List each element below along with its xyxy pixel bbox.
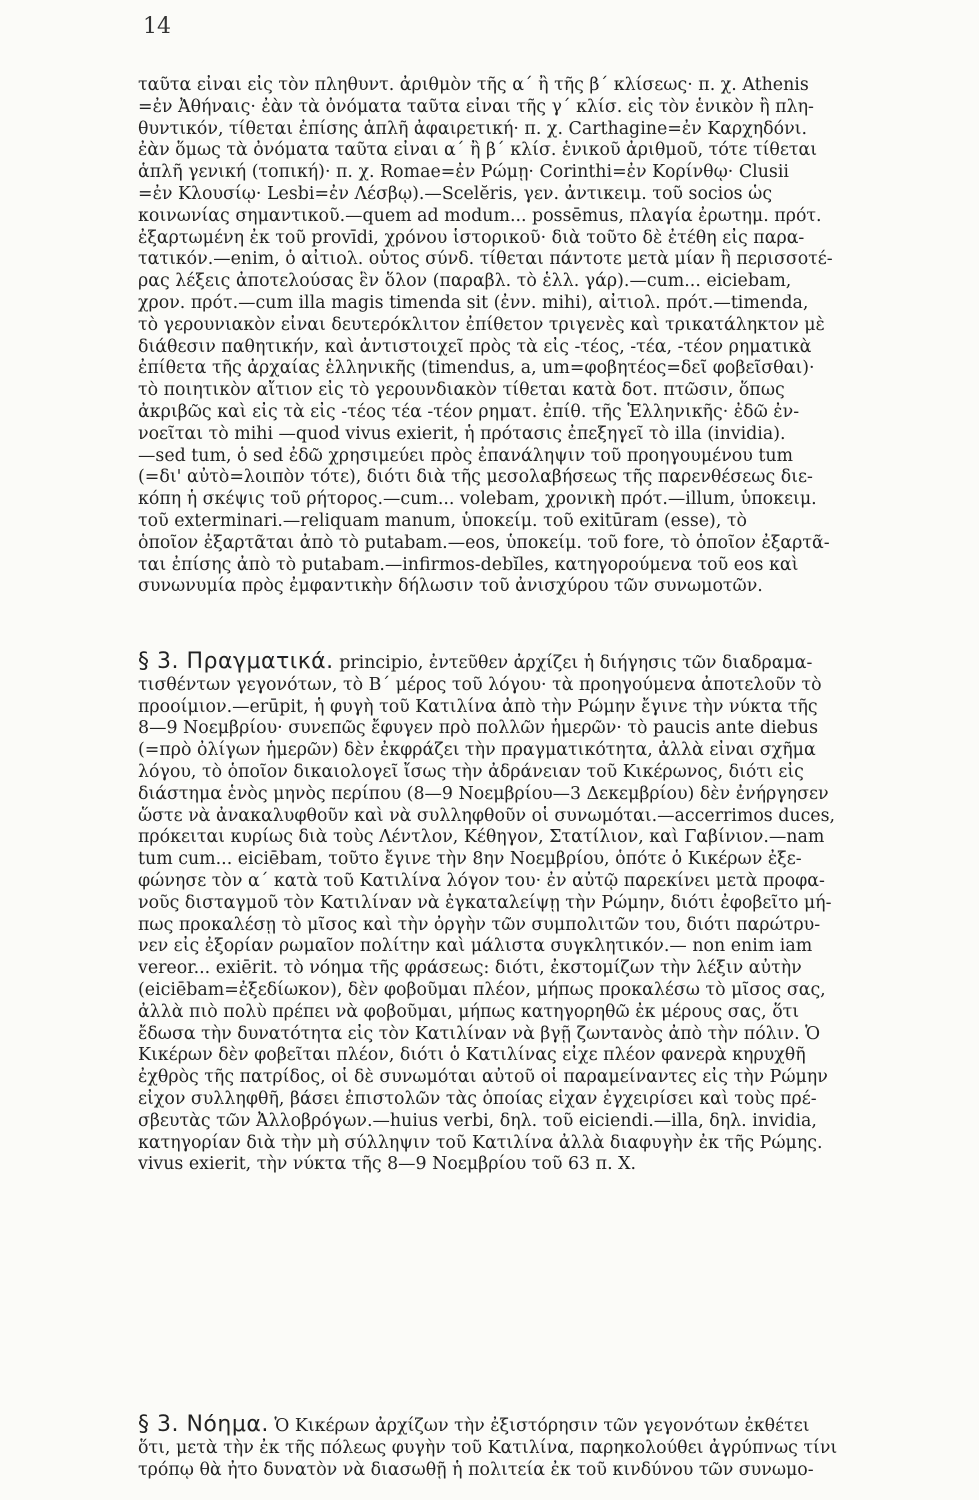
text-line: προοίμιον.—erūpit, ἡ φυγὴ τοῦ Κατιλίνα ἀπὸ τὴν Ρώμην ἔγινε τὴν νύκτα τῆς — [138, 696, 818, 717]
section-first-line — [138, 651, 976, 675]
text-line: κατηγορίαν διὰ τὴν μὴ σύλληψιν τοῦ Κατιλίνα ἀλλὰ διαφυγὴν ἐκ τῆς Ρώμης. — [138, 1132, 823, 1153]
text-line: Κικέρων δὲν φοβεῖται πλέον, διότι ὁ Κατιλίνας εἶχε πλέον φανερὰ κηρυχθῆ — [138, 1045, 806, 1066]
text-line: χρον. πρότ.—cum illa magis timenda sit (ἐνν. mihi), αἰτιολ. πρότ.—timenda, — [138, 292, 809, 313]
text-line: τατικόν.—enim, ὁ αἰτιολ. οὗτος σύνδ. τίθεται πάντοτε μετὰ μίαν ἢ περισσοτέ- — [138, 249, 833, 270]
section-heading: § 3. Νόημα. — [138, 1414, 269, 1437]
section-heading: § 3. Πραγματικά. — [138, 651, 334, 674]
text-line: =ἐν Κλουσίῳ· Lesbi=ἐν Λέσβῳ).—Scelĕris, γεν. ἀντικειμ. τοῦ socios ὡς — [138, 183, 773, 204]
section-realia — [138, 651, 976, 1176]
text-line-start: Ὁ Κικέρων ἀρχίζων τὴν ἐξιστόρησιν τῶν γεγονότων ἐκθέτει — [274, 1416, 810, 1436]
text-line: 8—9 Νοεμβρίου· συνεπῶς ἔφυγεν πρὸ πολλῶν ἡμερῶν· τὸ paucis ante diebus — [138, 718, 819, 739]
text-line: —sed tum, ὁ sed ἐδῶ χρησιμεύει πρὸς ἐπανάληψιν τοῦ προηγουμένου tum — [138, 445, 794, 466]
text-line: τρόπῳ θὰ ἦτο δυνατὸν νὰ διασωθῇ ἡ πολιτεία ἐκ τοῦ κινδύνου τῶν συνωμο- — [138, 1459, 814, 1480]
text-line: ταῦτα εἶναι εἰς τὸν πληθυντ. ἀριθμὸν τῆς α΄ ἢ τῆς β΄ κλίσεως· π. χ. Athenis — [138, 75, 809, 95]
text-line: ἐπίθετα τῆς ἀρχαίας ἑλληνικῆς (timendus, a, um=φοβητέος=δεῖ φοβεῖσθαι)· — [138, 358, 815, 379]
section-first-line — [138, 1414, 976, 1438]
text-line: ται ἐπίσης ἀπὸ τὸ putabam.—infirmos-debĭles, κατηγορούμενα τοῦ eos καὶ — [138, 554, 799, 575]
text-line: σβευτὰς τῶν Ἀλλοβρόγων.—huius verbi, δηλ. τοῦ eiciendi.—illa, δηλ. invidia, — [138, 1110, 817, 1131]
commentary-paragraph — [138, 75, 976, 598]
text-line: τοῦ exterminari.—reliquam manum, ὑποκείμ. τοῦ exitūram (esse), τὸ — [138, 510, 747, 531]
text-line: νοεῖται τὸ mihi —quod vivus exierit, ἡ πρότασις ἐπεξηγεῖ τὸ illa (invidia). — [138, 423, 786, 444]
text-line: πρόκειται κυρίως διὰ τοὺς Λέντλον, Κέθηγον, Στατίλιον, καὶ Γαβίνιον.—nam — [138, 827, 825, 848]
text-line: κόπη ἡ σκέψις τοῦ ρήτορος.—cum... volebam, χρονικὴ πρότ.—illum, ὑποκειμ. — [138, 489, 817, 510]
text-line: ἐχθρὸς τῆς πατρίδος, οἱ δὲ συνωμόται αὐτοῦ οἱ παραμείναντες εἰς τὴν Ρώμην — [138, 1067, 828, 1088]
text-line: θυντικόν, τίθεται ἐπίσης ἁπλῆ ἀφαιρετική· π. χ. Carthagine=ἐν Καρχηδόνι. — [138, 118, 808, 139]
page-number: 14 — [143, 14, 171, 39]
text-line: λόγου, τὸ ὁποῖον δικαιολογεῖ ἴσως τὴν ἀδράνειαν τοῦ Κικέρωνος, διότι εἰς — [138, 761, 804, 782]
text-line: κοινωνίας σημαντικοῦ.—quem ad modum... possēmus, πλαγία ἐρωτημ. πρότ. — [138, 205, 822, 226]
text-line: vivus exierit, τὴν νύκτα τῆς 8—9 Νοεμβρίου τοῦ 63 π. Χ. — [138, 1154, 637, 1175]
text-line-start: principio, ἐντεῦθεν ἀρχίζει ἡ διήγησις τῶν διαδραμα- — [339, 653, 813, 673]
text-line: ἀλλὰ πιὸ πολὺ πρέπει νὰ φοβοῦμαι, μήπως κατηγορηθῶ ἐκ μέρους σας, ὅτι — [138, 1001, 800, 1022]
text-line: τισθέντων γεγονότων, τὸ Β΄ μέρος τοῦ λόγου· τὰ προηγούμενα ἀποτελοῦν τὸ — [138, 674, 822, 695]
text-line: πως προκαλέσῃ τὸ μῖσος καὶ τὴν ὀργὴν τῶν συμπολιτῶν του, διότι παρώτρυ- — [138, 914, 821, 935]
text-line: εἶχον συλληφθῆ, βάσει ἐπιστολῶν τὰς ὁποίας εἶχαν ἐγχειρίσει καὶ τοὺς πρέ- — [138, 1088, 817, 1109]
section-meaning — [138, 1414, 976, 1481]
text-line: διάθεσιν παθητικήν, καὶ ἀντιστοιχεῖ πρὸς τὰ εἰς -τέος, -τέα, -τέον ρηματικὰ — [138, 336, 812, 357]
text-line: tum cum... eiciēbam, τοῦτο ἔγινε τὴν 8ην Νοεμβρίου, ὁπότε ὁ Κικέρων ἐξε- — [138, 849, 802, 870]
text-line: ἐξαρτωμένη ἐκ τοῦ provīdi, χρόνου ἱστορικοῦ· διὰ τοῦτο δὲ ἐτέθη εἰς παρα- — [138, 227, 805, 248]
text-line: διάστημα ἑνὸς μηνὸς περίπου (8—9 Νοεμβρίου—3 Δεκεμβρίου) δὲν ἐνήργησεν — [138, 783, 829, 804]
text-line: ὅτι, μετὰ τὴν ἐκ τῆς πόλεως φυγὴν τοῦ Κατιλίνα, παρηκολούθει ἀγρύπνως τίνι — [138, 1437, 838, 1458]
text-line: ἐὰν ὅμως τὰ ὀνόματα ταῦτα εἶναι α΄ ἢ β΄ κλίσ. ἑνικοῦ ἀριθμοῦ, τότε τίθεται — [138, 140, 818, 161]
text-line: τὸ ποιητικὸν αἴτιον εἰς τὸ γερουνδιακὸν τίθεται κατὰ δοτ. πτῶσιν, ὅπως — [138, 380, 785, 401]
text-line: =ἐν Ἀθήναις· ἐὰν τὰ ὀνόματα ταῦτα εἶναι τῆς γ΄ κλίσ. εἰς τὸν ἑνικὸν ἢ πλη- — [138, 96, 814, 117]
text-line: vereor... exiērit. τὸ νόημα τῆς φράσεως: διότι, ἐκστομίζων τὴν λέξιν αὐτὴν — [138, 958, 802, 979]
text-line: (=πρὸ ὀλίγων ἡμερῶν) δὲν ἐκφράζει τὴν πραγματικότητα, ἀλλὰ εἶναι σχῆμα — [138, 740, 816, 761]
text-line: νεν εἰς ἐξορίαν ρωμαῖον πολίτην καὶ μάλιστα συγκλητικόν.— non enim iam — [138, 936, 813, 957]
text-line: νοῦς δισταγμοῦ τὸν Κατιλίναν νὰ ἐγκαταλείψῃ τὴν Ρώμην, διότι ἐφοβεῖτο μή- — [138, 892, 832, 913]
text-line: ὁποῖον ἐξαρτᾶται ἀπὸ τὸ putabam.—eos, ὑποκείμ. τοῦ fore, τὸ ὁποῖον ἐξαρτᾶ- — [138, 532, 830, 553]
text-line: τὸ γερουνιακὸν εἶναι δευτερόκλιτον ἐπίθετον τριγενὲς καὶ τρικατάληκτον μὲ — [138, 314, 825, 335]
text-line: ἀκριβῶς καὶ εἰς τὰ εἰς -τέος τέα -τέον ρηματ. ἐπίθ. τῆς Ἑλληνικῆς· ἐδῶ ἐν- — [138, 401, 800, 422]
text-line: ἁπλῆ γενική (τοπική)· π. χ. Romae=ἐν Ρώμῃ· Corinthi=ἐν Κορίνθῳ· Clusii — [138, 162, 789, 183]
text-line: ρας λέξεις ἀποτελούσας ἓν ὅλον (παραβλ. τὸ ἑλλ. γάρ).—cum... eiciebam, — [138, 271, 792, 292]
text-line: (eiciēbam=ἐξεδίωκον), δὲν φοβοῦμαι πλέον, μήπως προκαλέσω τὸ μῖσος σας, — [138, 979, 826, 1000]
text-line: (=δι' αὐτὸ=λοιπὸν τότε), διότι διὰ τῆς μεσολαβήσεως τῆς παρενθέσεως διε- — [138, 467, 813, 488]
text-line: φώνησε τὸν α΄ κατὰ τοῦ Κατιλίνα λόγον του· ἐν αὐτῷ παρεκίνει μετὰ προφα- — [138, 870, 825, 891]
text-line: συνωνυμία πρὸς ἐμφαντικὴν δήλωσιν τοῦ ἀνισχύρου τῶν συνωμοτῶν. — [138, 576, 763, 597]
text-line: ὥστε νὰ ἀνακαλυφθοῦν καὶ νὰ συλληφθοῦν οἱ συνωμόται.—accerrimos duces, — [138, 805, 836, 826]
text-line: ἔδωσα τὴν δυνατότητα εἰς τὸν Κατιλίναν νὰ βγῇ ζωντανὸς ἀπὸ τὴν πόλιν. Ὁ — [138, 1023, 821, 1044]
